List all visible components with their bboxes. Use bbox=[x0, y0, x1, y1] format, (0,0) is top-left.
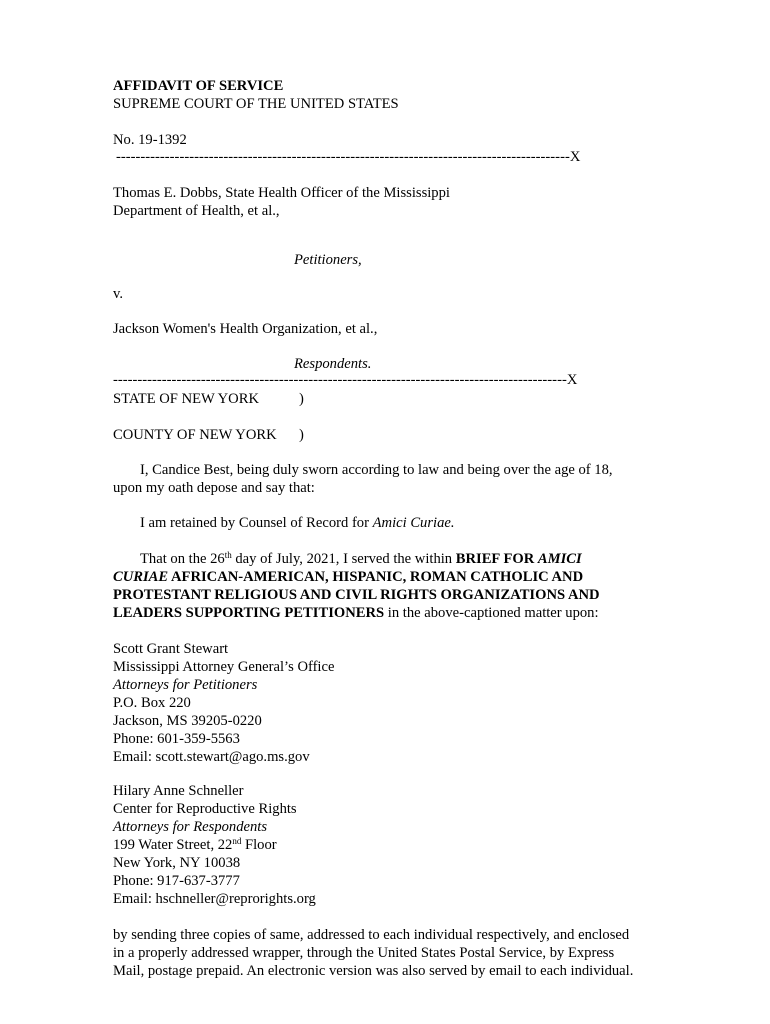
petitioner-line-1: Thomas E. Dobbs, State Health Officer of the Mississippi bbox=[113, 185, 450, 201]
recipient-2-address-1-prefix: 199 Water Street, 22 bbox=[113, 837, 233, 853]
closing-line-3: Mail, postage prepaid. An electronic version was also served by email to each individual. bbox=[113, 963, 634, 979]
venue-state-paren: ) bbox=[299, 391, 304, 407]
closing-line-1: by sending three copies of same, addressed to each individual respectively, and enclosed bbox=[113, 927, 630, 943]
recipient-2-email: Email: hschneller@reprorights.org bbox=[113, 891, 316, 907]
service-line-4 bbox=[113, 604, 599, 622]
recipient-2-role: Attorneys for Respondents bbox=[113, 819, 268, 835]
oath-line-1: I, Candice Best, being duly sworn according to law and being over the age of 18, bbox=[140, 462, 613, 478]
retained-statement bbox=[140, 514, 455, 532]
recipient-1-address-1: P.O. Box 220 bbox=[113, 695, 191, 711]
brief-title-amici: AMICI bbox=[537, 551, 582, 567]
retained-prefix: I am retained by Counsel of Record for bbox=[140, 515, 373, 531]
recipient-1-name: Scott Grant Stewart bbox=[113, 641, 229, 657]
recipient-2-phone: Phone: 917-637-3777 bbox=[113, 873, 240, 889]
recipient-1-address-2: Jackson, MS 39205-0220 bbox=[113, 713, 262, 729]
oath-line-2: upon my oath depose and say that: bbox=[113, 480, 315, 496]
document-title: AFFIDAVIT OF SERVICE bbox=[113, 78, 284, 94]
service-line-3: PROTESTANT RELIGIOUS AND CIVIL RIGHTS ORGANIZATIONS AND bbox=[113, 587, 600, 603]
recipient-1-office: Mississippi Attorney General’s Office bbox=[113, 659, 335, 675]
brief-title-curiae: CURIAE bbox=[113, 569, 169, 585]
caption-separator-top: ---------------------------------------------------------------------------------------------X bbox=[116, 149, 581, 165]
service-date-rest: day of July, 2021, I served the within bbox=[231, 551, 456, 567]
closing-line-2: in a properly addressed wrapper, through the United States Postal Service, by Express bbox=[113, 945, 615, 961]
brief-title-part-2: AFRICAN-AMERICAN, HISPANIC, ROMAN CATHOLIC AND bbox=[168, 569, 584, 585]
versus: v. bbox=[113, 286, 123, 302]
case-number: No. 19-1392 bbox=[113, 132, 187, 148]
venue-state: STATE OF NEW YORK bbox=[113, 391, 259, 407]
recipient-2-office: Center for Reproductive Rights bbox=[113, 801, 297, 817]
court-name: SUPREME COURT OF THE UNITED STATES bbox=[113, 96, 399, 112]
petitioners-label: Petitioners, bbox=[294, 252, 362, 268]
recipient-2-address-1-suffix: Floor bbox=[241, 837, 277, 853]
recipient-2-address-1 bbox=[113, 836, 277, 854]
recipient-1-role: Attorneys for Petitioners bbox=[113, 677, 258, 693]
service-date-prefix: That on the 26 bbox=[140, 551, 225, 567]
brief-title-part-1: BRIEF FOR bbox=[455, 551, 538, 567]
service-line-1 bbox=[140, 550, 582, 568]
recipient-2-address-2: New York, NY 10038 bbox=[113, 855, 241, 871]
recipient-2-address-1-sup: nd bbox=[232, 836, 242, 846]
recipient-1-phone: Phone: 601-359-5563 bbox=[113, 731, 240, 747]
brief-title-part-4: LEADERS SUPPORTING PETITIONERS bbox=[113, 605, 385, 621]
petitioner-line-2: Department of Health, et al., bbox=[113, 203, 280, 219]
caption-separator-bottom: ---------------------------------------------------------------------------------------------X bbox=[113, 372, 578, 388]
venue-county: COUNTY OF NEW YORK bbox=[113, 427, 277, 443]
service-date-sup: th bbox=[224, 550, 232, 560]
amici-curiae-text: Amici Curiae. bbox=[372, 515, 455, 531]
service-line-end: in the above-captioned matter upon: bbox=[384, 605, 599, 621]
respondent-line: Jackson Women's Health Organization, et al., bbox=[113, 321, 378, 337]
respondents-label: Respondents. bbox=[294, 356, 372, 372]
venue-county-paren: ) bbox=[299, 427, 304, 443]
service-line-2 bbox=[113, 568, 583, 586]
recipient-1-email: Email: scott.stewart@ago.ms.gov bbox=[113, 749, 310, 765]
recipient-2-name: Hilary Anne Schneller bbox=[113, 783, 244, 799]
